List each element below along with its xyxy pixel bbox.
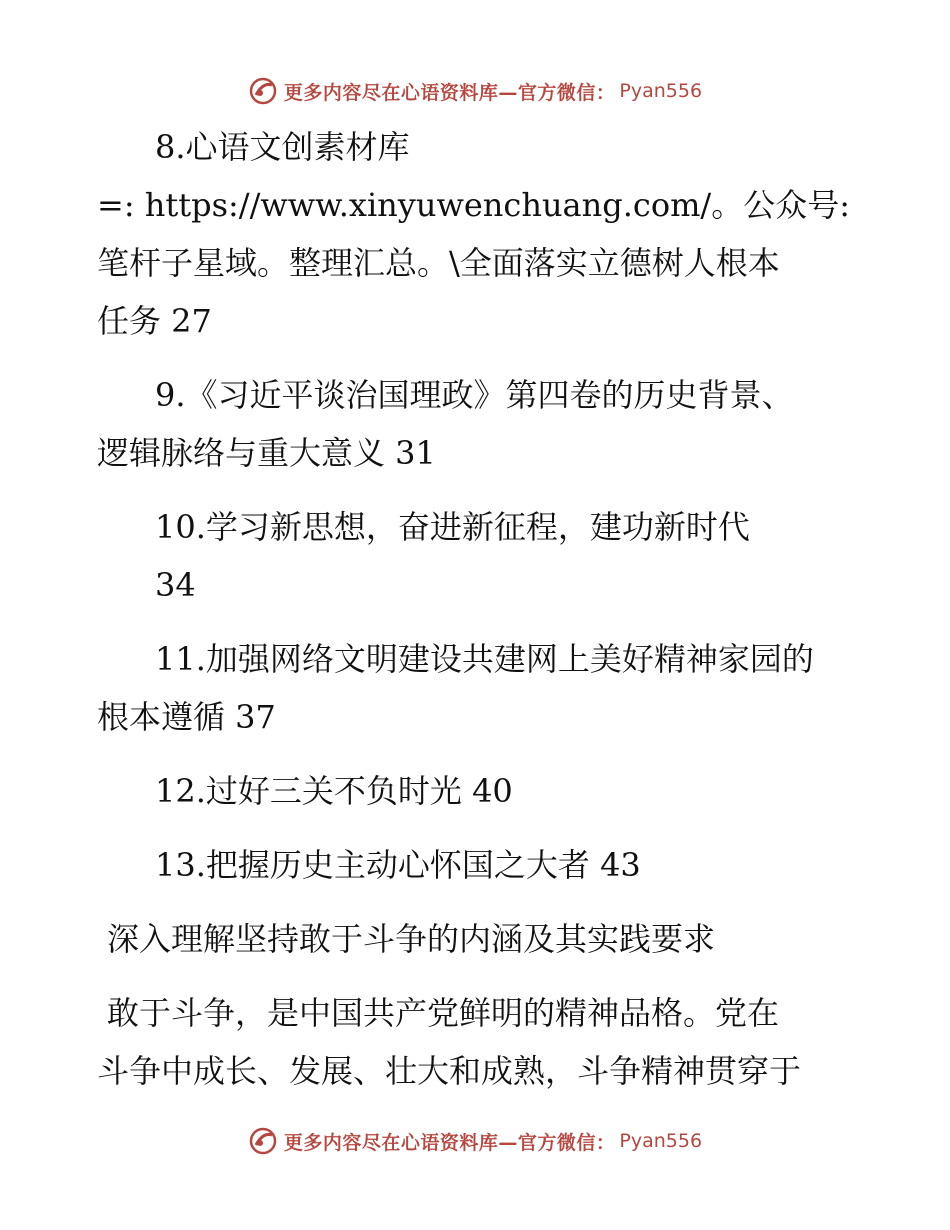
toc-item-11-line1: 11.加强网络文明建设共建网上美好精神家园的: [155, 640, 814, 678]
toc-item-8-line4: 任务 27: [97, 302, 212, 340]
article-title: 深入理解坚持敢于斗争的内涵及其实践要求: [107, 920, 716, 958]
toc-item-8-line1: 8.心语文创素材库: [155, 128, 410, 166]
document-body: [97, 118, 867, 1100]
footer-banner-text: 更多内容尽在心语资料库—官方微信：: [283, 1131, 616, 1154]
article-para-line1: 敢于斗争，是中国共产党鲜明的精神品格。党在: [107, 994, 780, 1032]
toc-item-11-line2: 根本遵循 37: [97, 698, 276, 736]
toc-item-10-line2: 34: [155, 566, 196, 604]
footer-banner: [0, 1124, 950, 1158]
toc-item-8-line3: 笔杆子星域。整理汇总。\全面落实立德树人根本: [97, 244, 780, 282]
toc-item-9-line1: 9.《习近平谈治国理政》第四卷的历史背景、: [155, 376, 794, 414]
article-para-line2: 斗争中成长、发展、壮大和成熟，斗争精神贯穿于: [97, 1052, 802, 1090]
toc-item-12: 12.过好三关不负时光 40: [155, 772, 513, 810]
toc-item-13: 13.把握历史主动心怀国之大者 43: [155, 846, 641, 884]
header-banner-text: 更多内容尽在心语资料库—官方微信：: [283, 81, 616, 104]
logo-icon: [248, 1126, 278, 1156]
logo-icon: [248, 76, 278, 106]
toc-item-8-line2: =: https://www.xinyuwenchuang.com/。公众号:: [97, 186, 850, 224]
toc-item-9-line2: 逻辑脉络与重大意义 31: [97, 434, 436, 472]
toc-item-10-line1: 10.学习新思想，奋进新征程，建功新时代: [155, 508, 750, 546]
header-banner: [0, 74, 950, 108]
footer-banner-id: Pyan556: [619, 1130, 703, 1152]
header-banner-id: Pyan556: [619, 80, 703, 102]
